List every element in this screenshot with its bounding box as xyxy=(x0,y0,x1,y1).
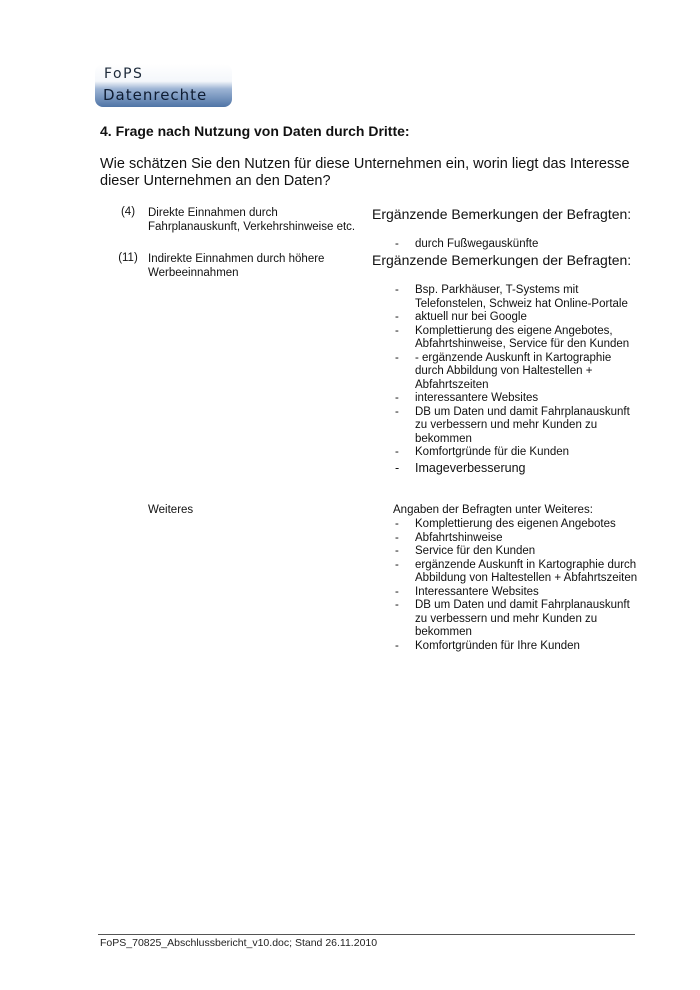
row-2-remarks-list xyxy=(393,284,638,476)
list-item: - Service für den Kunden xyxy=(393,545,638,559)
row-1-remarks-heading: Ergänzende Bemerkungen der Befragten: xyxy=(372,206,632,222)
row-1-text: Direkte Einnahmen durch Fahrplanauskunft, Verkehrshinweise etc. xyxy=(148,207,356,233)
list-item: - Imageverbesserung xyxy=(393,461,638,476)
list-item: - Komfortgründe für die Kunden xyxy=(393,446,638,460)
fops-logo xyxy=(95,64,232,107)
row-1-count: (4) xyxy=(120,206,136,218)
footer-text: FoPS_70825_Abschlussbericht_v10.doc; Stand 26.11.2010 xyxy=(100,937,378,949)
weiteres-heading: Angaben der Befragten unter Weiteres: xyxy=(393,504,593,516)
weiteres-label: Weiteres xyxy=(148,504,194,516)
list-item: - - ergänzende Auskunft in Kartographie durch Abbildung von Haltestellen + Abfahrtszeiten xyxy=(393,352,638,393)
list-item: - aktuell nur bei Google xyxy=(393,311,638,325)
list-item: - ergänzende Auskunft in Kartographie durch Abbildung von Haltestellen + Abfahrtszeiten xyxy=(393,559,638,586)
row-2-remarks-heading: Ergänzende Bemerkungen der Befragten: xyxy=(372,252,632,268)
section-heading: 4. Frage nach Nutzung von Daten durch Dritte: xyxy=(100,123,410,139)
row-1-remarks-list xyxy=(393,238,638,252)
list-item: - interessantere Websites xyxy=(393,392,638,406)
footer-divider xyxy=(98,934,635,935)
list-item: - Bsp. Parkhäuser, T-Systems mit Telefonstelen, Schweiz hat Online-Portale xyxy=(393,284,638,311)
logo-line-2: Datenrechte xyxy=(103,86,208,104)
list-item: - Abfahrtshinweise xyxy=(393,532,638,546)
question-text: Wie schätzen Sie den Nutzen für diese Unternehmen ein, worin liegt das Interesse dieser Unternehmen an den Daten? xyxy=(100,156,630,189)
list-item: - durch Fußwegauskünfte xyxy=(393,238,638,252)
row-2-text: Indirekte Einnahmen durch höhere Werbeeinnahmen xyxy=(148,253,325,279)
row-2-count: (11) xyxy=(118,252,138,264)
list-item: - DB um Daten und damit Fahrplanauskunft zu verbessern und mehr Kunden zu bekommen xyxy=(393,599,638,640)
weiteres-list xyxy=(393,518,638,653)
list-item: - Interessantere Websites xyxy=(393,586,638,600)
list-item: - Komplettierung des eigenen Angebotes xyxy=(393,518,638,532)
list-item: - DB um Daten und damit Fahrplanauskunft zu verbessern und mehr Kunden zu bekommen xyxy=(393,406,638,447)
list-item: - Komfortgründen für Ihre Kunden xyxy=(393,640,638,654)
list-item: - Komplettierung des eigene Angebotes, Abfahrtshinweise, Service für den Kunden xyxy=(393,325,638,352)
logo-line-1: FoPS xyxy=(104,66,144,82)
